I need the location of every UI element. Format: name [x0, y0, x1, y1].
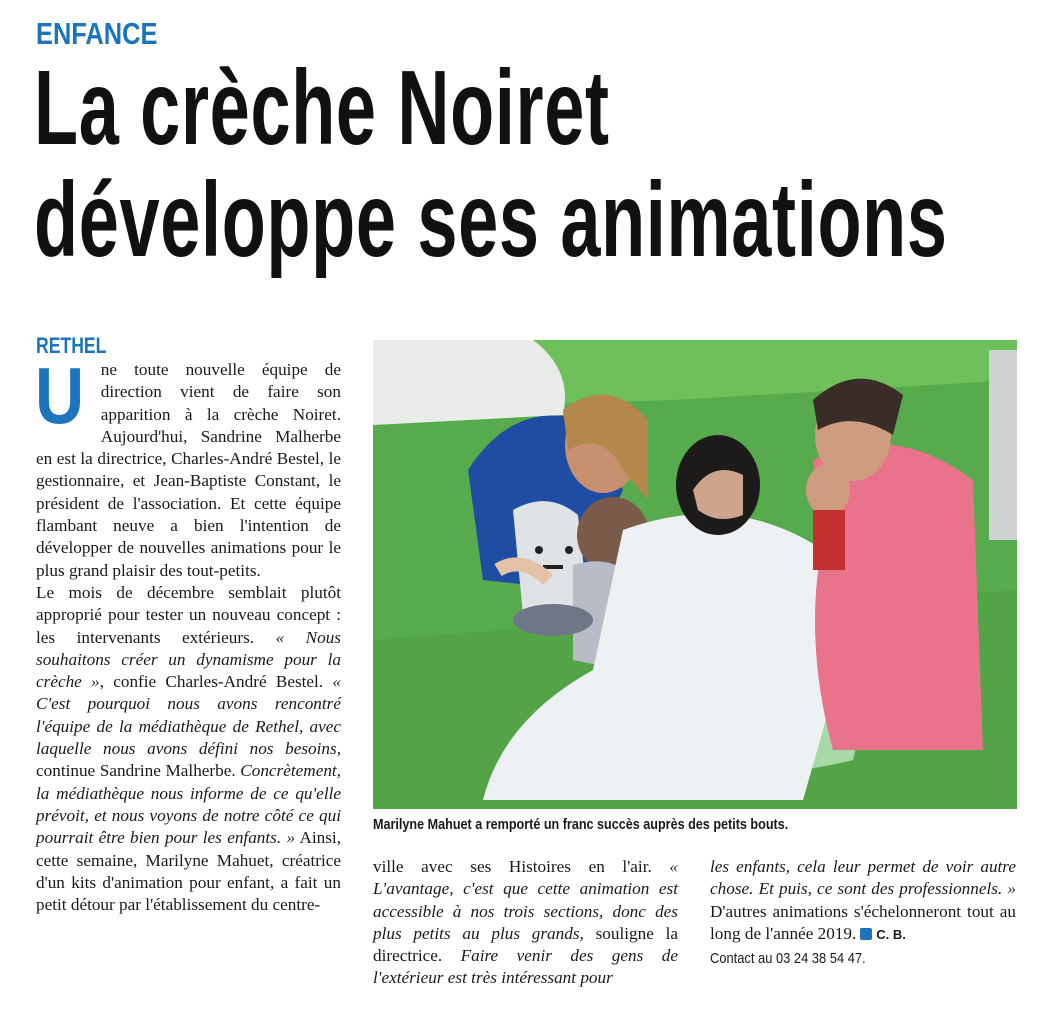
headline-line-1: La crèche Noiret [34, 49, 610, 167]
quote-run: « C'est pourquoi nous avons rencontré l'équipe de la médiathèque de Rethel, avec laquelle nous avons défini nos besoins, [36, 672, 341, 759]
article-column-1 [35, 351, 341, 916]
author-signature: C. B. [876, 926, 906, 942]
quote-run: Faire venir des gens de l'extérieur est très intéressant pour [373, 946, 678, 988]
paragraph-3 [373, 856, 678, 990]
text-run: , confie Charles-André Bestel. [99, 672, 333, 692]
quote-run: « L'avantage, c'est que cette animation est accessible à nos trois sections, donc des plus petits au plus grands, [373, 857, 678, 943]
headline [34, 49, 948, 279]
section-kicker: ENFANCE [36, 16, 158, 51]
text-run: souligne la directrice. [373, 923, 678, 966]
paragraph-2 [36, 582, 341, 916]
paragraph-1-text: ne toute nouvelle équipe de direction vient de faire son apparition à la crèche Noiret. Aujourd'hui, Sandrine Malherbe en est la directrice, Charles-André Bestel, le gestionnaire, et Jean-Baptiste Constant, le président de l'association. Et cette équipe flambant neuve a bien l'intention de développer de nouvelles animations pour le plus grand plaisir des tout-petits. [36, 360, 341, 580]
paragraph-4 [710, 856, 1016, 946]
text-run: Ainsi, cette semaine, Marilyne Mahuet, créatrice d'un kits d'animation pour enfant, a fait un petit détour par l'établissement du centre- [36, 828, 341, 915]
text-run: D'autres animations s'échelonneront tout au long de l'année 2019. [710, 901, 1016, 943]
text-run: continue Sandrine Malherbe. [36, 761, 241, 781]
quote-run: Concrètement, la médiathèque nous informe de ce qu'elle prévoit, et nous voyons de notre côté ce qui pourrait être bien pour les enfants. » [36, 761, 341, 848]
paragraph-1 [35, 351, 341, 582]
photo-caption: Marilyne Mahuet a remporté un franc succès auprès des petits bouts. [373, 816, 789, 833]
text-run: Le mois de décembre semblait plutôt approprié pour tester un nouveau concept : les intervenants extérieurs. [36, 582, 341, 647]
article-column-3 [710, 856, 1016, 970]
quote-run: « Nous souhaitons créer un dynamisme pour la crèche » [36, 627, 341, 692]
article-column-2 [373, 856, 678, 990]
end-mark-icon [860, 928, 872, 940]
quote-run: les enfants, cela leur permet de voir autre chose. Et puis, ce sont des professionnels. » [710, 857, 1016, 899]
headline-line-2: développe ses animations [34, 161, 948, 279]
location-label: RETHEL [36, 333, 107, 358]
article-photo [373, 340, 1017, 809]
drop-cap: U [35, 351, 85, 440]
photo-illustration [373, 340, 1017, 809]
contact-line: Contact au 03 24 38 54 47. [710, 950, 866, 968]
text-run: ville avec ses Histoires en l'air. [373, 857, 670, 876]
